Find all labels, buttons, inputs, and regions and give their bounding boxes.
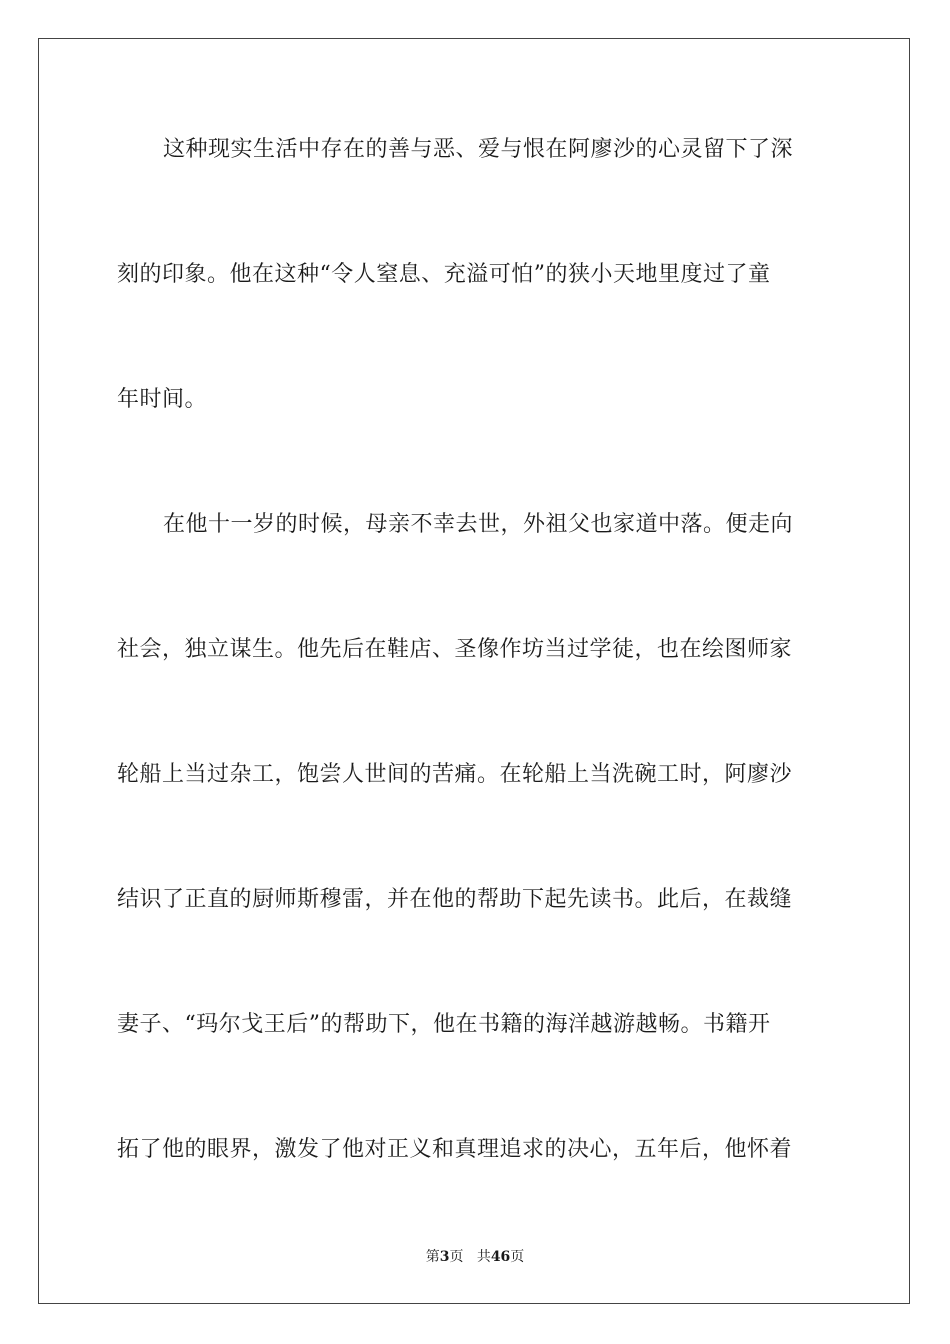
paragraph-line: 轮船上当过杂工，饱尝人世间的苦痛。在轮船上当洗碗工时，阿廖沙 — [117, 762, 793, 787]
page-footer — [0, 1248, 950, 1266]
paragraph-line: 在他十一岁的时候，母亲不幸去世，外祖父也家道中落。便走向 — [163, 512, 794, 537]
total-prefix: 共 — [476, 1249, 491, 1265]
paragraph-line: 结识了正直的厨师斯穆雷，并在他的帮助下起先读书。此后，在裁缝 — [117, 887, 793, 912]
paragraph-line: 拓了他的眼界，激发了他对正义和真理追求的决心，五年后，他怀着 — [117, 1137, 793, 1162]
paragraph-line: 社会，独立谋生。他先后在鞋店、圣像作坊当过学徒，也在绘图师家 — [117, 637, 793, 662]
paragraph-line: 年时间。 — [117, 387, 208, 412]
total-suffix: 页 — [510, 1249, 525, 1265]
page-prefix: 第 — [425, 1249, 440, 1265]
page-border — [38, 38, 910, 1304]
paragraph-line: 刻的印象。他在这种“令人窒息、充溢可怕”的狭小天地里度过了童 — [117, 262, 771, 287]
paragraph-line: 妻子、“玛尔戈王后”的帮助下，他在书籍的海洋越游越畅。书籍开 — [117, 1012, 771, 1037]
paragraph-line: 这种现实生活中存在的善与恶、爱与恨在阿廖沙的心灵留下了深 — [163, 137, 794, 162]
page-total: 46 — [490, 1249, 511, 1265]
page-suffix: 页 — [449, 1249, 464, 1265]
page-current: 3 — [439, 1249, 450, 1265]
